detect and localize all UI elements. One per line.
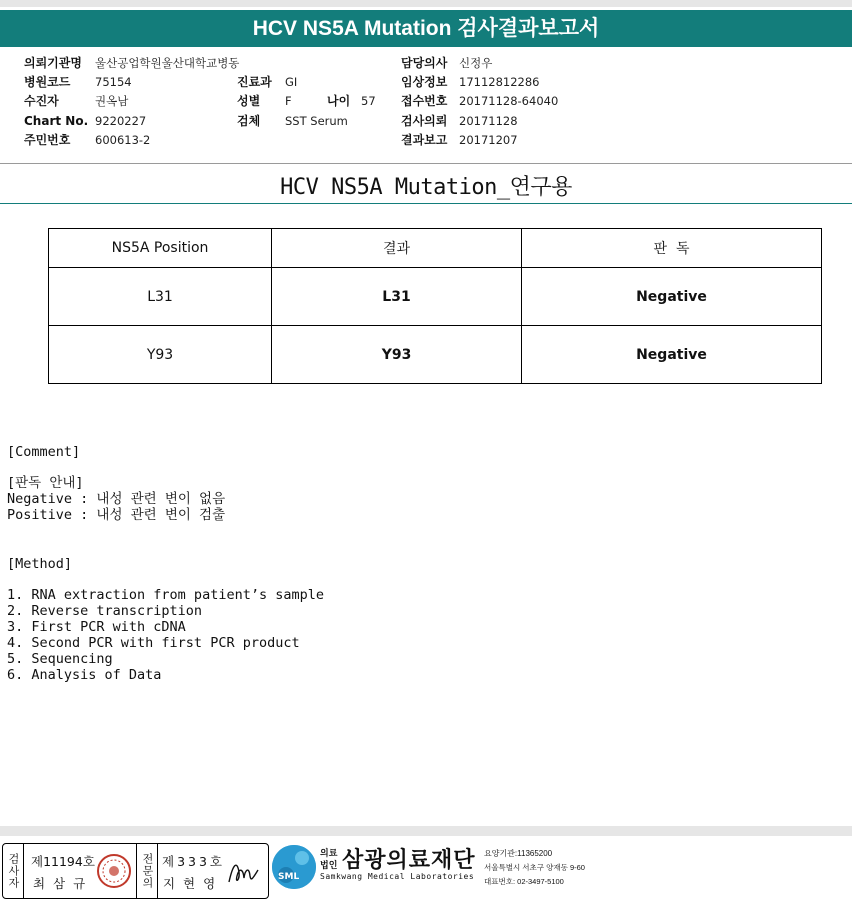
method-step: 2. Reverse transcription bbox=[7, 603, 203, 619]
hospital-code-value: 75154 bbox=[95, 75, 132, 89]
org-prefix-top: 의료 bbox=[320, 848, 338, 858]
dept-label: 진료과 bbox=[237, 75, 272, 89]
reviewer-label-text: 전문의 bbox=[141, 853, 154, 889]
resident-value: 600613-2 bbox=[95, 133, 151, 147]
interpretation-cell: Negative bbox=[522, 326, 822, 384]
header-position: NS5A Position bbox=[49, 229, 272, 268]
patient-info bbox=[0, 54, 852, 154]
interpretation-cell: Negative bbox=[522, 268, 822, 326]
report-date-label: 결과보고 bbox=[401, 133, 448, 147]
reviewer-label bbox=[136, 844, 158, 898]
request-value: 20171128 bbox=[459, 114, 518, 128]
dept-value: GI bbox=[285, 75, 298, 89]
accession-label: 접수번호 bbox=[401, 94, 448, 108]
org-phone: 대표번호: 02-3497-5100 bbox=[484, 877, 564, 886]
clinical-label: 임상정보 bbox=[401, 75, 448, 89]
position-cell: L31 bbox=[49, 268, 272, 326]
report-header-title: HCV NS5A Mutation 검사결과보고서 bbox=[0, 10, 852, 47]
sex-value: F bbox=[285, 94, 292, 108]
sml-logo-icon bbox=[272, 845, 316, 889]
table-row bbox=[49, 326, 822, 384]
guide-line-positive: Positive : 내성 관련 변이 검출 bbox=[7, 507, 226, 523]
doctor-value: 신정우 bbox=[459, 56, 493, 70]
org-name-en: Samkwang Medical Laboratories bbox=[320, 872, 475, 881]
method-step: 6. Analysis of Data bbox=[7, 667, 162, 683]
examiner-name: 최 삼 규 bbox=[33, 876, 88, 891]
receiver-value: 권옥남 bbox=[95, 94, 129, 108]
examiner-label-text: 검사자 bbox=[7, 853, 20, 889]
header-interpretation: 판 독 bbox=[522, 229, 822, 268]
org-address: 서울특별시 서초구 양재동 9-60 bbox=[484, 863, 585, 872]
age-value: 57 bbox=[361, 94, 376, 108]
specimen-label: 검체 bbox=[237, 114, 261, 128]
seal-stamp-icon bbox=[95, 852, 133, 890]
position-cell: Y93 bbox=[49, 326, 272, 384]
reviewer-license: 제333호 bbox=[162, 854, 226, 869]
report-date-value: 20171207 bbox=[459, 133, 518, 147]
receiver-label: 수진자 bbox=[24, 94, 59, 108]
results-table bbox=[48, 228, 822, 384]
examiner-license: 제11194호 bbox=[31, 854, 95, 869]
method-step: 4. Second PCR with first PCR product bbox=[7, 635, 300, 651]
doctor-label: 담당의사 bbox=[401, 56, 448, 70]
signature-icon bbox=[225, 854, 261, 888]
table-header-row bbox=[49, 229, 822, 268]
divider bbox=[0, 163, 852, 164]
guide-title: [판독 안내] bbox=[7, 475, 84, 491]
request-label: 검사의뢰 bbox=[401, 114, 448, 128]
method-step: 5. Sequencing bbox=[7, 651, 113, 667]
report-title: HCV NS5A Mutation_연구용 bbox=[280, 175, 572, 200]
hospital-code-label: 병원코드 bbox=[24, 75, 71, 89]
sex-label: 성별 bbox=[237, 94, 261, 108]
logo-text: SML bbox=[278, 872, 300, 882]
table-row bbox=[49, 268, 822, 326]
accession-value: 20171128-64040 bbox=[459, 94, 559, 108]
org-prefix-bottom: 법인 bbox=[320, 860, 338, 870]
institution-value: 울산공업학원울산대학교병동 bbox=[95, 56, 240, 70]
method-title: [Method] bbox=[7, 556, 73, 572]
top-strip bbox=[0, 0, 852, 7]
method-step: 3. First PCR with cDNA bbox=[7, 619, 186, 635]
resident-label: 주민번호 bbox=[24, 133, 71, 147]
guide-line-negative: Negative : 내성 관련 변이 없음 bbox=[7, 491, 226, 507]
specimen-value: SST Serum bbox=[285, 114, 348, 128]
institution-code: 요양기관:11365200 bbox=[484, 849, 553, 858]
age-label: 나이 bbox=[327, 94, 351, 108]
examiner-label bbox=[3, 844, 24, 898]
reviewer-name: 지 현 영 bbox=[163, 876, 218, 891]
footer-strip bbox=[0, 826, 852, 836]
chart-label: Chart No. bbox=[24, 114, 89, 128]
institution-label: 의뢰기관명 bbox=[24, 56, 82, 70]
method-step: 1. RNA extraction from patient’s sample bbox=[7, 587, 324, 603]
chart-value: 9220227 bbox=[95, 114, 147, 128]
signature-box bbox=[2, 843, 269, 899]
result-cell: L31 bbox=[272, 268, 522, 326]
org-name: 삼광의료재단 bbox=[342, 847, 476, 872]
logo-mark-icon bbox=[272, 845, 316, 889]
comment-title: [Comment] bbox=[7, 444, 81, 460]
title-underline bbox=[0, 203, 852, 204]
clinical-value: 17112812286 bbox=[459, 75, 540, 89]
header-result: 결과 bbox=[272, 229, 522, 268]
result-cell: Y93 bbox=[272, 326, 522, 384]
